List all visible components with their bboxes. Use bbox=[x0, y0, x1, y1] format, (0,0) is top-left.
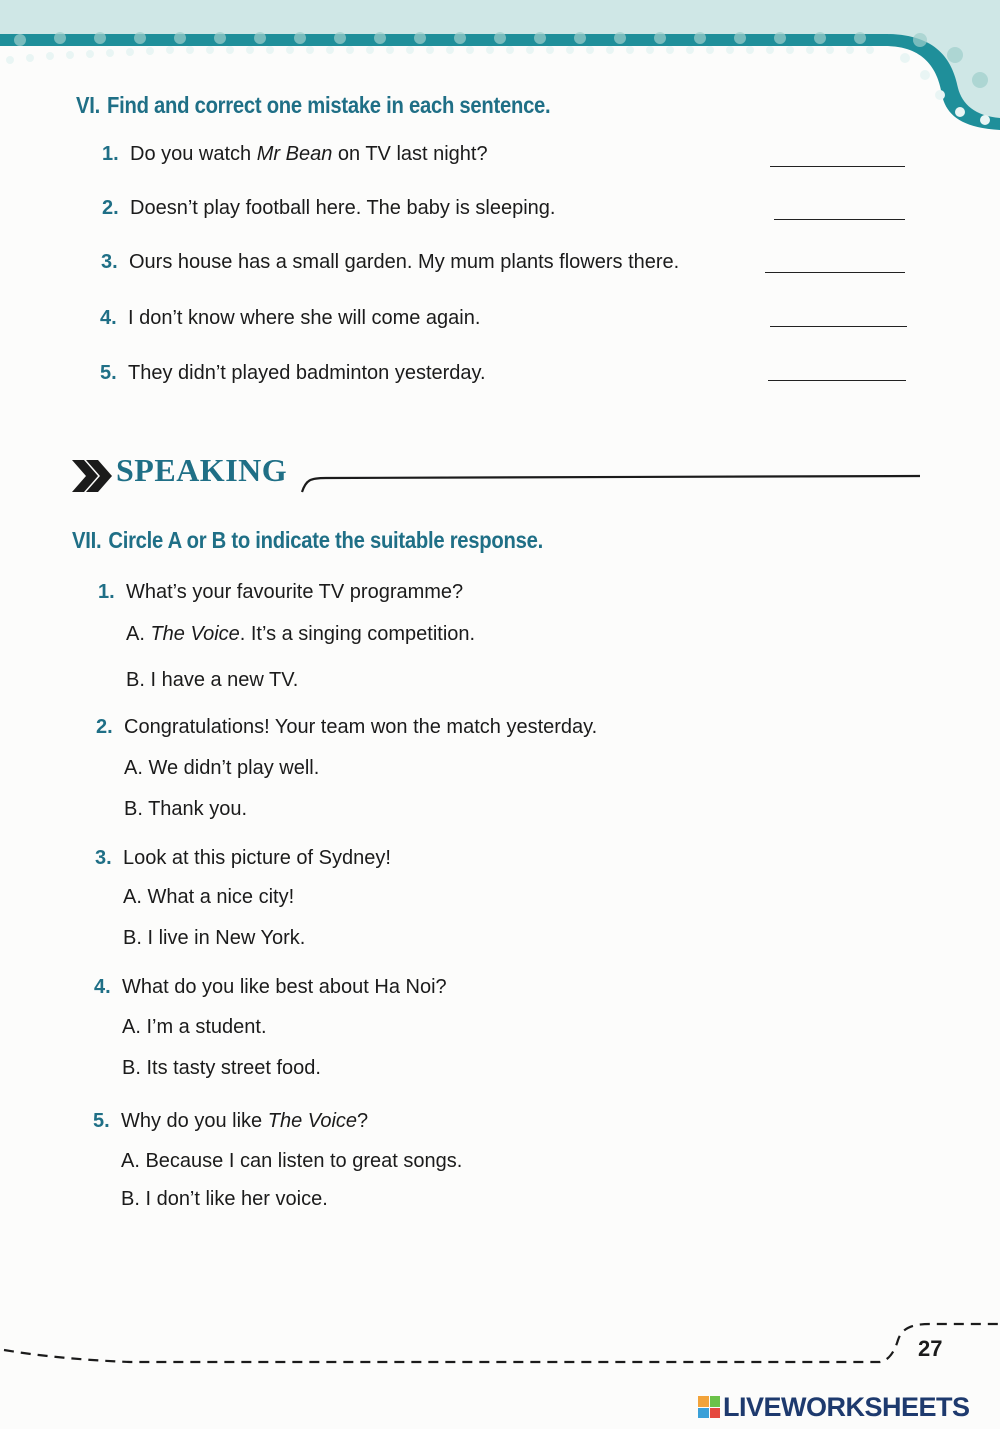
answer-blank-5[interactable] bbox=[768, 380, 906, 381]
option-text: Its tasty street food. bbox=[146, 1057, 321, 1079]
question-number: 5. bbox=[93, 1110, 110, 1132]
item-number: 3. bbox=[101, 251, 118, 273]
question-2 bbox=[96, 716, 597, 739]
liveworksheets-logo-icon bbox=[698, 1396, 720, 1418]
question-3-option-b[interactable] bbox=[123, 927, 305, 950]
item-number: 4. bbox=[100, 307, 117, 329]
option-text: I have a new TV. bbox=[150, 669, 299, 691]
item-text: I don’t know where she will come again. bbox=[128, 307, 481, 329]
option-label: A. bbox=[126, 623, 151, 645]
item-text: Ours house has a small garden. My mum plants flowers there. bbox=[129, 251, 680, 273]
section-6-roman: VI. bbox=[76, 92, 100, 118]
question-number: 1. bbox=[98, 581, 115, 603]
liveworksheets-brand bbox=[698, 1390, 970, 1424]
question-text: What do you like best about Ha Noi? bbox=[122, 976, 447, 998]
question-5-option-a[interactable] bbox=[121, 1150, 462, 1173]
footer-dashed-border bbox=[0, 1310, 1000, 1390]
question-1 bbox=[98, 581, 463, 604]
question-4 bbox=[94, 976, 447, 999]
question-text: Why do you like bbox=[121, 1110, 268, 1132]
question-3 bbox=[95, 847, 391, 870]
item-text: Doesn’t play football here. The baby is sleeping. bbox=[130, 197, 556, 219]
option-text: I live in New York. bbox=[147, 927, 306, 949]
question-text: Congratulations! Your team won the match yesterday. bbox=[124, 716, 598, 738]
option-label: A. bbox=[122, 1016, 147, 1038]
section-6-heading-text: Find and correct one mistake in each sentence. bbox=[107, 92, 551, 118]
item-text-end: on TV last night? bbox=[332, 143, 488, 165]
option-label: B. bbox=[121, 1188, 146, 1210]
question-number: 4. bbox=[94, 976, 111, 998]
question-2-option-a[interactable] bbox=[124, 757, 319, 780]
item-text: They didn’t played badminton yesterday. bbox=[128, 362, 486, 384]
item-number: 2. bbox=[102, 197, 119, 219]
option-label: A. bbox=[124, 757, 149, 779]
option-text: We didn’t play well. bbox=[148, 757, 320, 779]
question-4-option-b[interactable] bbox=[122, 1057, 321, 1080]
answer-blank-2[interactable] bbox=[774, 219, 905, 220]
item-number: 5. bbox=[100, 362, 117, 384]
option-text: I don’t like her voice. bbox=[145, 1188, 328, 1210]
section-6-item-5 bbox=[100, 362, 486, 385]
section-6-item-2 bbox=[102, 197, 555, 220]
answer-blank-1[interactable] bbox=[770, 166, 905, 167]
question-2-option-b[interactable] bbox=[124, 798, 247, 821]
option-label: B. bbox=[122, 1057, 147, 1079]
option-italic-title: The Voice bbox=[150, 623, 240, 645]
option-label: A. bbox=[123, 886, 148, 908]
question-text: What’s your favourite TV programme? bbox=[126, 581, 464, 603]
question-number: 2. bbox=[96, 716, 113, 738]
answer-blank-3[interactable] bbox=[765, 272, 905, 273]
option-label: B. bbox=[123, 927, 148, 949]
section-6-item-1 bbox=[102, 143, 488, 166]
question-number: 3. bbox=[95, 847, 112, 869]
option-label: B. bbox=[126, 669, 151, 691]
item-italic-title: Mr Bean bbox=[256, 143, 333, 165]
question-3-option-a[interactable] bbox=[123, 886, 294, 909]
section-6-item-4 bbox=[100, 307, 480, 330]
speaking-title: SPEAKING bbox=[116, 452, 288, 488]
option-text: Thank you. bbox=[148, 798, 248, 820]
section-6-item-3 bbox=[101, 251, 679, 274]
item-text: Do you watch bbox=[130, 143, 257, 165]
double-chevron-icon bbox=[72, 460, 112, 492]
question-1-option-b[interactable] bbox=[126, 669, 298, 692]
section-7-heading bbox=[72, 527, 543, 554]
option-label: B. bbox=[124, 798, 149, 820]
answer-blank-4[interactable] bbox=[770, 326, 907, 327]
section-7-roman: VII. bbox=[72, 527, 102, 553]
speaking-header bbox=[70, 452, 930, 502]
section-6-heading bbox=[76, 92, 550, 119]
section-7-heading-text: Circle A or B to indicate the suitable response. bbox=[108, 527, 543, 553]
question-text-end: ? bbox=[357, 1110, 369, 1132]
question-text: Look at this picture of Sydney! bbox=[123, 847, 391, 869]
brand-text: LIVEWORKSHEETS bbox=[723, 1391, 970, 1422]
question-5-option-b[interactable] bbox=[121, 1188, 328, 1211]
item-number: 1. bbox=[102, 143, 119, 165]
page-number: 27 bbox=[918, 1336, 943, 1361]
option-text: Because I can listen to great songs. bbox=[145, 1150, 463, 1172]
question-4-option-a[interactable] bbox=[122, 1016, 267, 1039]
top-decorative-band bbox=[0, 0, 1000, 140]
option-label: A. bbox=[121, 1150, 146, 1172]
option-text: . It’s a singing competition. bbox=[239, 623, 476, 645]
question-1-option-a[interactable] bbox=[126, 623, 475, 646]
question-italic-title: The Voice bbox=[267, 1110, 358, 1132]
question-5 bbox=[93, 1110, 368, 1133]
option-text: I’m a student. bbox=[146, 1016, 267, 1038]
option-text: What a nice city! bbox=[147, 886, 295, 908]
